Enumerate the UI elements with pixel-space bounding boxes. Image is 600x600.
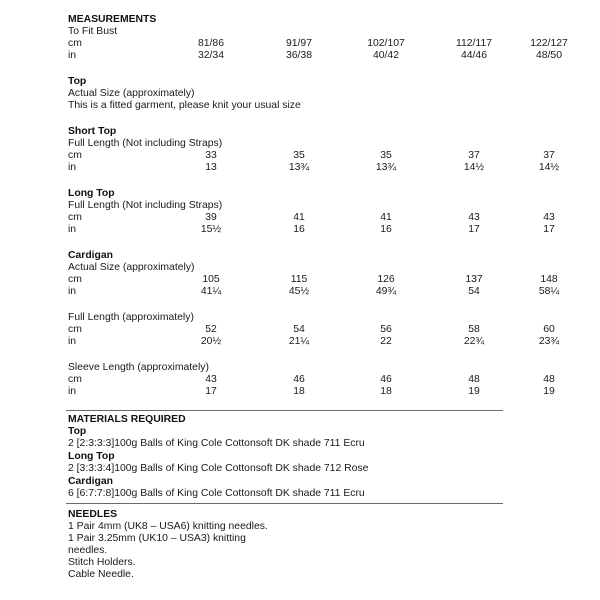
size-value: 37 bbox=[468, 150, 480, 161]
size-value: 41¼ bbox=[200, 286, 222, 297]
size-value: 52 bbox=[205, 324, 217, 335]
size-value: 14½ bbox=[538, 162, 560, 173]
unit-label: cm bbox=[68, 38, 82, 49]
size-value: 16 bbox=[380, 224, 392, 235]
size-value: 48 bbox=[543, 374, 555, 385]
size-value: 21¼ bbox=[288, 336, 310, 347]
unit-label: in bbox=[68, 336, 77, 347]
cardigan-length-in-row bbox=[68, 336, 560, 348]
size-value: 43 bbox=[205, 374, 217, 385]
cardigan-actual-cm-row bbox=[68, 274, 558, 286]
size-value: 13 bbox=[205, 162, 217, 173]
needles-line: Cable Needle. bbox=[68, 569, 134, 580]
section-divider bbox=[66, 410, 503, 411]
unit-label: in bbox=[68, 50, 77, 61]
cardigan-sleeve-label: Sleeve Length (approximately) bbox=[68, 362, 209, 373]
cardigan-sleeve-in-row bbox=[68, 386, 555, 398]
size-value: 112/117 bbox=[455, 38, 493, 49]
size-value: 37 bbox=[543, 150, 555, 161]
size-value: 19 bbox=[543, 386, 555, 397]
size-value: 43 bbox=[543, 212, 555, 223]
size-value: 102/107 bbox=[367, 38, 405, 49]
size-value: 22¾ bbox=[463, 336, 485, 347]
size-value: 36/38 bbox=[285, 50, 312, 61]
needles-line: needles. bbox=[68, 545, 108, 556]
size-value: 44/46 bbox=[460, 50, 487, 61]
needles-heading: NEEDLES bbox=[68, 509, 118, 520]
size-value: 49¾ bbox=[375, 286, 397, 297]
size-value: 46 bbox=[293, 374, 305, 385]
materials-heading: MATERIALS REQUIRED bbox=[68, 414, 186, 425]
section-divider bbox=[66, 503, 503, 504]
top-actual-size-label: Actual Size (approximately) bbox=[68, 88, 195, 99]
top-heading: Top bbox=[68, 76, 87, 87]
size-value: 60 bbox=[543, 324, 555, 335]
size-value: 32/34 bbox=[197, 50, 224, 61]
size-value: 17 bbox=[468, 224, 480, 235]
size-value: 56 bbox=[380, 324, 392, 335]
material-text-long-top: 2 [3:3:3:4]100g Balls of King Cole Cottonsoft DK shade 712 Rose bbox=[68, 463, 369, 474]
top-fit-note: This is a fitted garment, please knit your usual size bbox=[68, 100, 301, 111]
size-value: 54 bbox=[468, 286, 480, 297]
short-top-heading: Short Top bbox=[68, 126, 117, 137]
long-top-length-label: Full Length (Not including Straps) bbox=[68, 200, 223, 211]
unit-label: cm bbox=[68, 324, 82, 335]
size-value: 20½ bbox=[200, 336, 222, 347]
size-value: 13¾ bbox=[375, 162, 397, 173]
bust-label: To Fit Bust bbox=[68, 26, 118, 37]
size-value: 58¼ bbox=[538, 286, 560, 297]
size-value: 54 bbox=[293, 324, 305, 335]
needles-line: Stitch Holders. bbox=[68, 557, 136, 568]
size-value: 105 bbox=[202, 274, 220, 285]
unit-label: cm bbox=[68, 212, 82, 223]
size-value: 13¾ bbox=[288, 162, 310, 173]
size-value: 48 bbox=[468, 374, 480, 385]
size-value: 35 bbox=[293, 150, 305, 161]
unit-label: in bbox=[68, 386, 77, 397]
cardigan-sleeve-cm-row bbox=[68, 374, 555, 386]
size-value: 81/86 bbox=[197, 38, 224, 49]
unit-label: cm bbox=[68, 374, 82, 385]
cardigan-actual-size-label: Actual Size (approximately) bbox=[68, 262, 195, 273]
short-top-cm-row bbox=[68, 150, 555, 162]
size-value: 122/127 bbox=[530, 38, 568, 49]
unit-label: in bbox=[68, 162, 77, 173]
size-value: 39 bbox=[205, 212, 217, 223]
size-value: 126 bbox=[377, 274, 395, 285]
size-value: 58 bbox=[468, 324, 480, 335]
cardigan-actual-in-row bbox=[68, 286, 560, 298]
material-text-top: 2 [2:3:3:3]100g Balls of King Cole Cottonsoft DK shade 711 Ecru bbox=[68, 438, 365, 449]
cardigan-heading: Cardigan bbox=[68, 250, 114, 261]
size-value: 148 bbox=[540, 274, 558, 285]
long-top-in-row bbox=[68, 224, 555, 236]
size-value: 15½ bbox=[200, 224, 222, 235]
bust-cm-row bbox=[68, 38, 568, 50]
needles-line: 1 Pair 4mm (UK8 – USA6) knitting needles. bbox=[68, 521, 268, 532]
size-value: 16 bbox=[293, 224, 305, 235]
short-top-in-row bbox=[68, 162, 560, 174]
size-value: 23¾ bbox=[538, 336, 560, 347]
size-value: 48/50 bbox=[535, 50, 562, 61]
size-value: 18 bbox=[380, 386, 392, 397]
size-value: 40/42 bbox=[372, 50, 399, 61]
size-value: 91/97 bbox=[285, 38, 312, 49]
unit-label: in bbox=[68, 224, 77, 235]
size-value: 137 bbox=[465, 274, 483, 285]
bust-in-row bbox=[68, 50, 562, 62]
measurements-heading: MEASUREMENTS bbox=[68, 14, 157, 25]
unit-label: cm bbox=[68, 150, 82, 161]
size-value: 46 bbox=[380, 374, 392, 385]
size-value: 115 bbox=[290, 274, 308, 285]
long-top-cm-row bbox=[68, 212, 555, 224]
cardigan-full-length-label: Full Length (approximately) bbox=[68, 312, 194, 323]
size-value: 45½ bbox=[288, 286, 310, 297]
needles-line: 1 Pair 3.25mm (UK10 – USA3) knitting bbox=[68, 533, 246, 544]
material-name-long-top: Long Top bbox=[68, 451, 115, 462]
size-value: 41 bbox=[380, 212, 392, 223]
unit-label: cm bbox=[68, 274, 82, 285]
material-text-cardigan: 6 [6:7:7:8]100g Balls of King Cole Cottonsoft DK shade 711 Ecru bbox=[68, 488, 365, 499]
size-value: 18 bbox=[293, 386, 305, 397]
size-value: 17 bbox=[543, 224, 555, 235]
cardigan-length-cm-row bbox=[68, 324, 555, 336]
size-value: 17 bbox=[205, 386, 217, 397]
short-top-length-label: Full Length (Not including Straps) bbox=[68, 138, 223, 149]
material-name-top: Top bbox=[68, 426, 87, 437]
size-value: 33 bbox=[205, 150, 217, 161]
material-name-cardigan: Cardigan bbox=[68, 476, 114, 487]
size-value: 14½ bbox=[463, 162, 485, 173]
long-top-heading: Long Top bbox=[68, 188, 115, 199]
size-value: 43 bbox=[468, 212, 480, 223]
size-value: 41 bbox=[293, 212, 305, 223]
size-value: 19 bbox=[468, 386, 480, 397]
unit-label: in bbox=[68, 286, 77, 297]
size-value: 22 bbox=[380, 336, 392, 347]
size-value: 35 bbox=[380, 150, 392, 161]
